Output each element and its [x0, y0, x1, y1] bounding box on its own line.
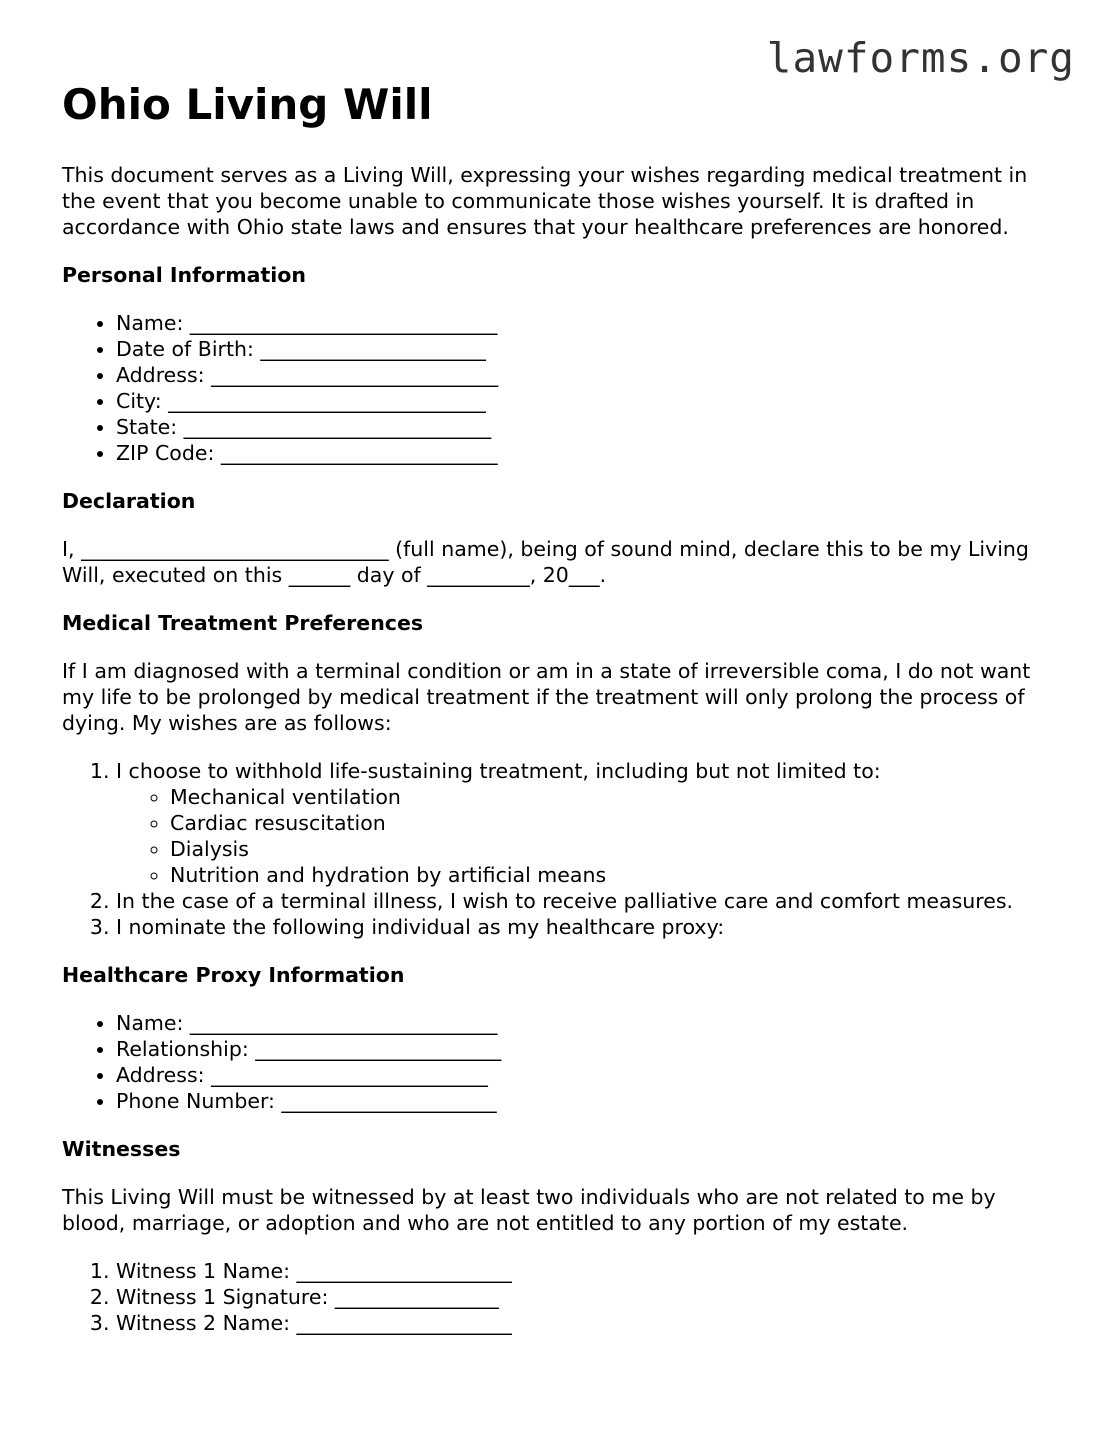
personal-state-field: • State: ______________________________: [116, 414, 1052, 440]
proxy-address-field: • Address: ___________________________: [116, 1062, 1052, 1088]
witness1-signature-field: 2. Witness 1 Signature: ________________: [116, 1284, 1052, 1310]
treatment-dialysis: ◦ Dialysis: [170, 836, 1052, 862]
personal-dob-field: • Date of Birth: ______________________: [116, 336, 1052, 362]
medical-item-withhold-text: I choose to withhold life-sustaining treatment, including but not limited to:: [116, 759, 881, 783]
medical-item-palliative: 2. In the case of a terminal illness, I wish to receive palliative care and comfort measures.: [116, 888, 1052, 914]
witnesses-list: [62, 1258, 1052, 1336]
withheld-treatments-list: [116, 784, 1052, 888]
witnesses-heading: Witnesses: [62, 1137, 181, 1161]
medical-item-withhold: [116, 758, 1052, 888]
witness2-name-field: 3. Witness 2 Name: _____________________: [116, 1310, 1052, 1336]
personal-address-field: • Address: ____________________________: [116, 362, 1052, 388]
medical-preferences-paragraph: If I am diagnosed with a terminal condition or am in a state of irreversible coma, I do not want my life to be prolonged by medical treatment if the treatment will only prolong the process of dying. My wishes are as follows:: [62, 659, 1031, 735]
page-title: Ohio Living Will: [62, 80, 433, 129]
proxy-name-field: • Name: ______________________________: [116, 1010, 1052, 1036]
personal-name-field: • Name: ______________________________: [116, 310, 1052, 336]
proxy-phone-field: • Phone Number: _____________________: [116, 1088, 1052, 1114]
proxy-info-heading: Healthcare Proxy Information: [62, 963, 405, 987]
document-body: [62, 78, 1052, 1358]
intro-paragraph: This document serves as a Living Will, expressing your wishes regarding medical treatment in the event that you become unable to communicate those wishes yourself. It is drafted in accordance with Ohio state laws and ensures that your healthcare preferences are honored.: [62, 163, 1028, 239]
watermark: lawforms.org: [766, 34, 1075, 82]
personal-info-list: [62, 310, 1052, 466]
witness1-name-field: 1. Witness 1 Name: _____________________: [116, 1258, 1052, 1284]
treatment-resuscitation: ◦ Cardiac resuscitation: [170, 810, 1052, 836]
medical-preferences-list: [62, 758, 1052, 940]
witnesses-paragraph: This Living Will must be witnessed by at least two individuals who are not related to me by blood, marriage, or adoption and who are not entitled to any portion of my estate.: [62, 1185, 996, 1235]
treatment-ventilation: ◦ Mechanical ventilation: [170, 784, 1052, 810]
personal-zip-field: • ZIP Code: ___________________________: [116, 440, 1052, 466]
personal-info-heading: Personal Information: [62, 263, 306, 287]
proxy-info-list: [62, 1010, 1052, 1114]
proxy-relationship-field: • Relationship: ________________________: [116, 1036, 1052, 1062]
declaration-heading: Declaration: [62, 489, 196, 513]
declaration-paragraph: I, ______________________________ (full name), being of sound mind, declare this to be my Living Will, executed on this ______ day of __________, 20___.: [62, 537, 1029, 587]
treatment-nutrition: ◦ Nutrition and hydration by artificial means: [170, 862, 1052, 888]
medical-item-proxy: 3. I nominate the following individual as my healthcare proxy:: [116, 914, 1052, 940]
personal-city-field: • City: _______________________________: [116, 388, 1052, 414]
medical-preferences-heading: Medical Treatment Preferences: [62, 611, 424, 635]
